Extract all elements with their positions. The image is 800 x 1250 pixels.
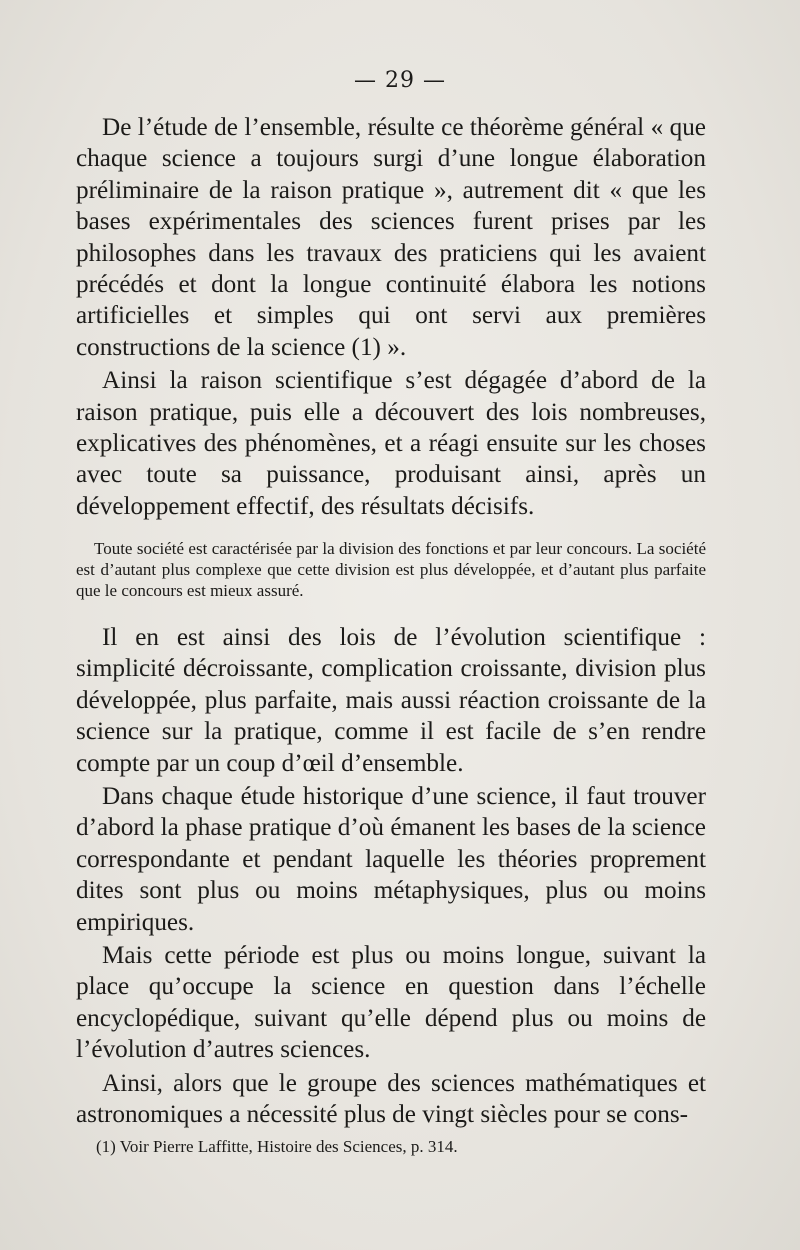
paragraph: Ainsi la raison scientifique s’est dégagée d’abord de la raison pratique, puis elle a découvert des lois nombreuses, explicatives des phénomènes, et a réagi ensuite sur les choses avec toute sa puissance, produisant ainsi, après un développement effectif, des résultats décisifs.	[76, 367, 706, 520]
paragraph: Mais cette période est plus ou moins longue, suivant la place qu’occupe la science en question dans l’échelle encyclopédique, suivant qu’elle dépend plus ou moins de l’évolution d’autres sciences.	[76, 942, 706, 1064]
paragraph: Ainsi, alors que le groupe des sciences mathématiques et astronomiques a nécessité plus de vingt siècles pour se cons-	[76, 1069, 706, 1129]
paragraph: Dans chaque étude historique d’une science, il faut trouver d’abord la phase pratique d’où émanent les bases de la science correspondante et pendant laquelle les théories proprement dites sont plus ou moins métaphysiques, plus ou moins empiriques.	[76, 783, 706, 936]
page-number: — 29 —	[354, 68, 446, 93]
paragraph: Il en est ainsi des lois de l’évolution scientifique : simplicité décroissante, complication croissante, division plus développée, plus parfaite, mais aussi réaction croissante de la science sur la pratique, comme il est facile de s’en rendre compte par un coup d’œil d’ensemble.	[76, 624, 706, 777]
main-text-section-1	[76, 112, 706, 524]
main-text-section-2	[76, 622, 706, 1133]
small-print-note	[76, 538, 706, 601]
paragraph: De l’étude de l’ensemble, résulte ce théorème général « que chaque science a toujours surgi d’une longue élaboration préliminaire de la raison pratique », autrement dit « que les bases expérimentales des sciences furent prises par les philosophes dans les travaux des praticiens qui les avaient précédés et dont la longue continuité élabora les notions artificielles et simples qui ont servi aux premières constructions de la science (1) ».	[76, 114, 706, 361]
footnote: (1) Voir Pierre Laffitte, Histoire des Sciences, p. 314.	[96, 1137, 458, 1156]
note-text: Toute société est caractérisée par la division des fonctions et par leur concours. La société est d’autant plus complexe que cette division est plus développée, et d’autant plus parfaite que le concours est mieux assuré.	[76, 539, 706, 600]
